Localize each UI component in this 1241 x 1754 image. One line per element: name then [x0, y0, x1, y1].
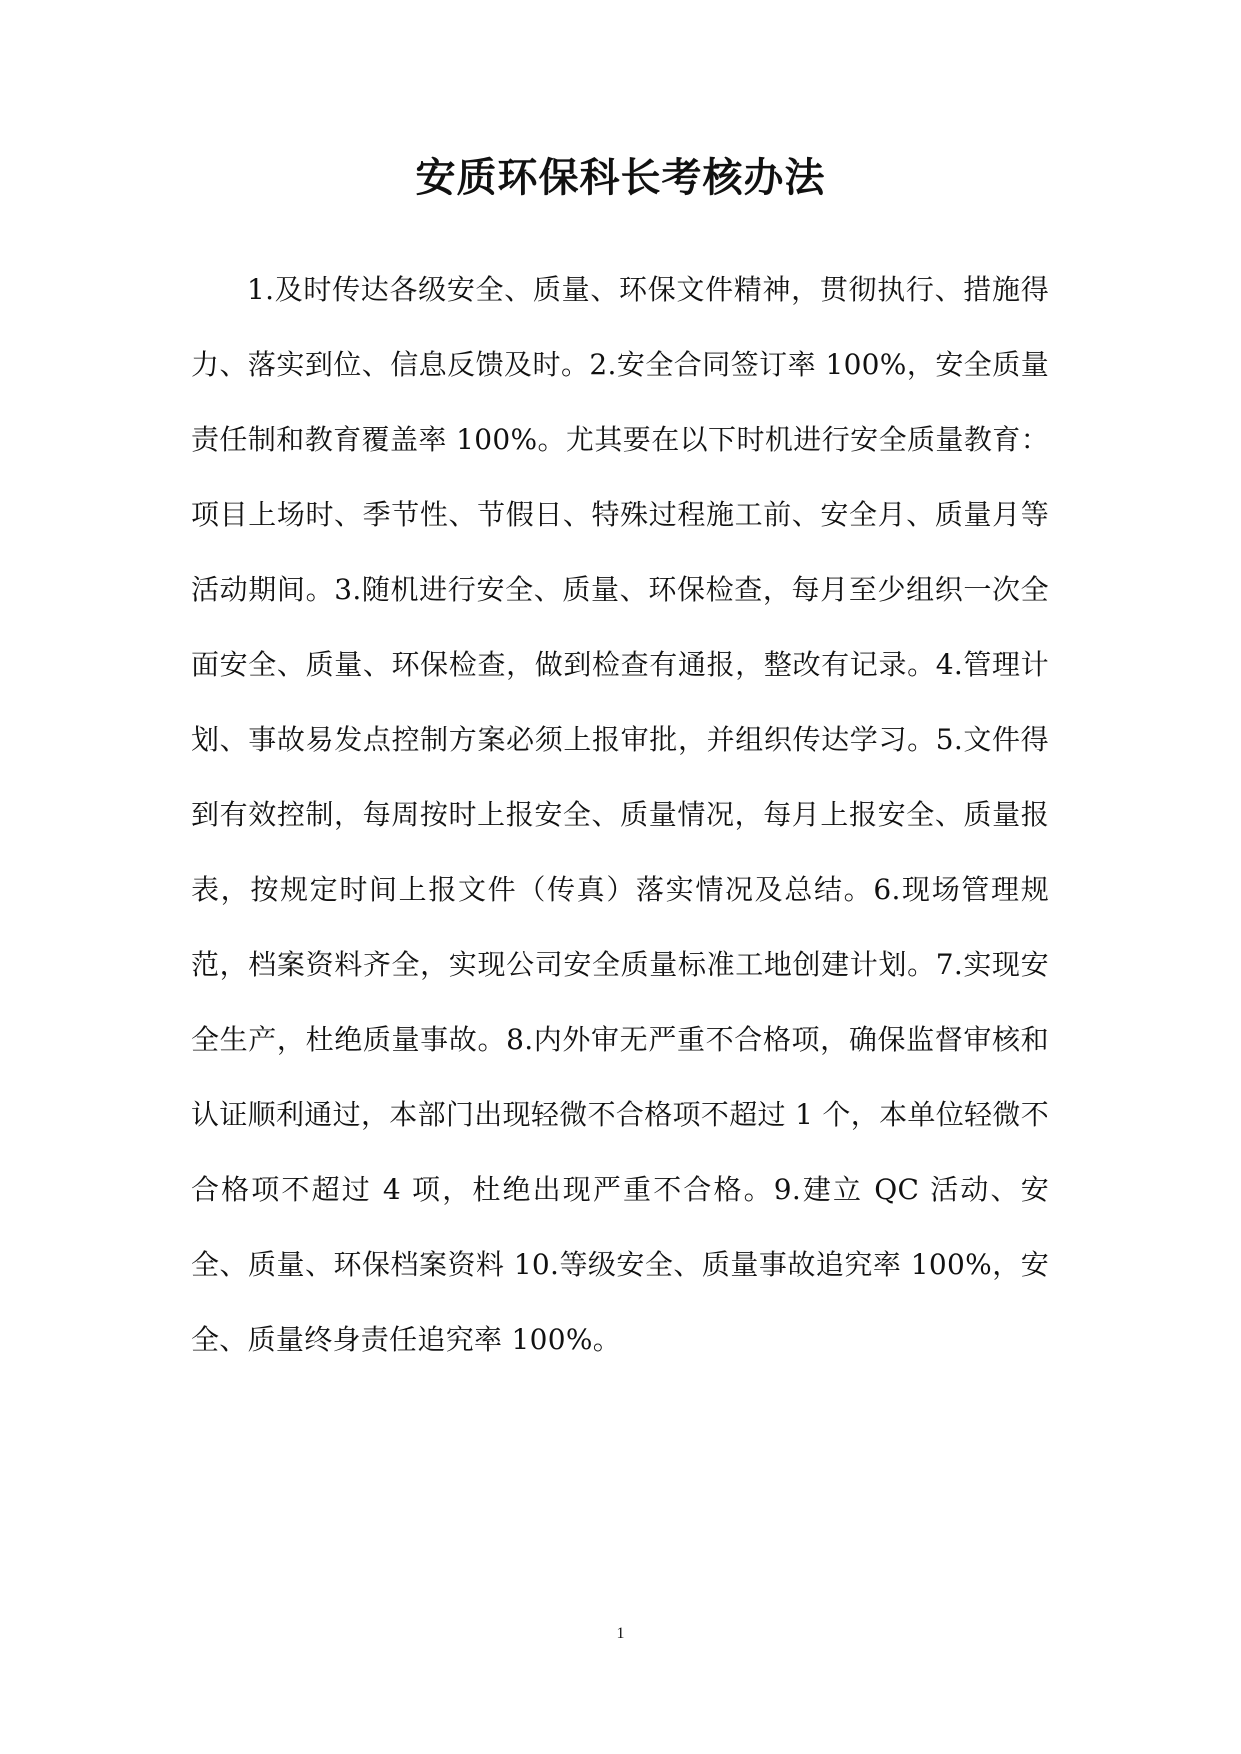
- document-title: 安质环保科长考核办法: [415, 154, 826, 201]
- document-body: 1.及时传达各级安全、质量、环保文件精神，贯彻执行、措施得力、落实到位、信息反馈及时。2.安全合同签订率 100%，安全质量责任制和教育覆盖率 100%。尤其要在以下时机进行安全质量教育：项目上场时、季节性、节假日、特殊过程施工前、安全月、质量月等活动期间。3.随机进行安全、质量、环保检查，每月至少组织一次全面安全、质量、环保检查，做到检查有通报，整改有记录。4.管理计划、事故易发点控制方案必须上报审批，并组织传达学习。5.文件得到有效控制，每周按时上报安全、质量情况，每月上报安全、质量报表，按规定时间上报文件（传真）落实情况及总结。6.现场管理规范，档案资料齐全，实现公司安全质量标准工地创建计划。7.实现安全生产，杜绝质量事故。8.内外审无严重不合格项，确保监督审核和认证顺利通过，本部门出现轻微不合格项不超过 1 个，本单位轻微不合格项不超过 4 项，杜绝出现严重不合格。9.建立 QC 活动、安全、质量、环保档案资料 10.等级安全、质量事故追究率 100%，安全、质量终身责任追究率 100%。: [191, 273, 1049, 1356]
- page-number: 1: [616, 1625, 625, 1642]
